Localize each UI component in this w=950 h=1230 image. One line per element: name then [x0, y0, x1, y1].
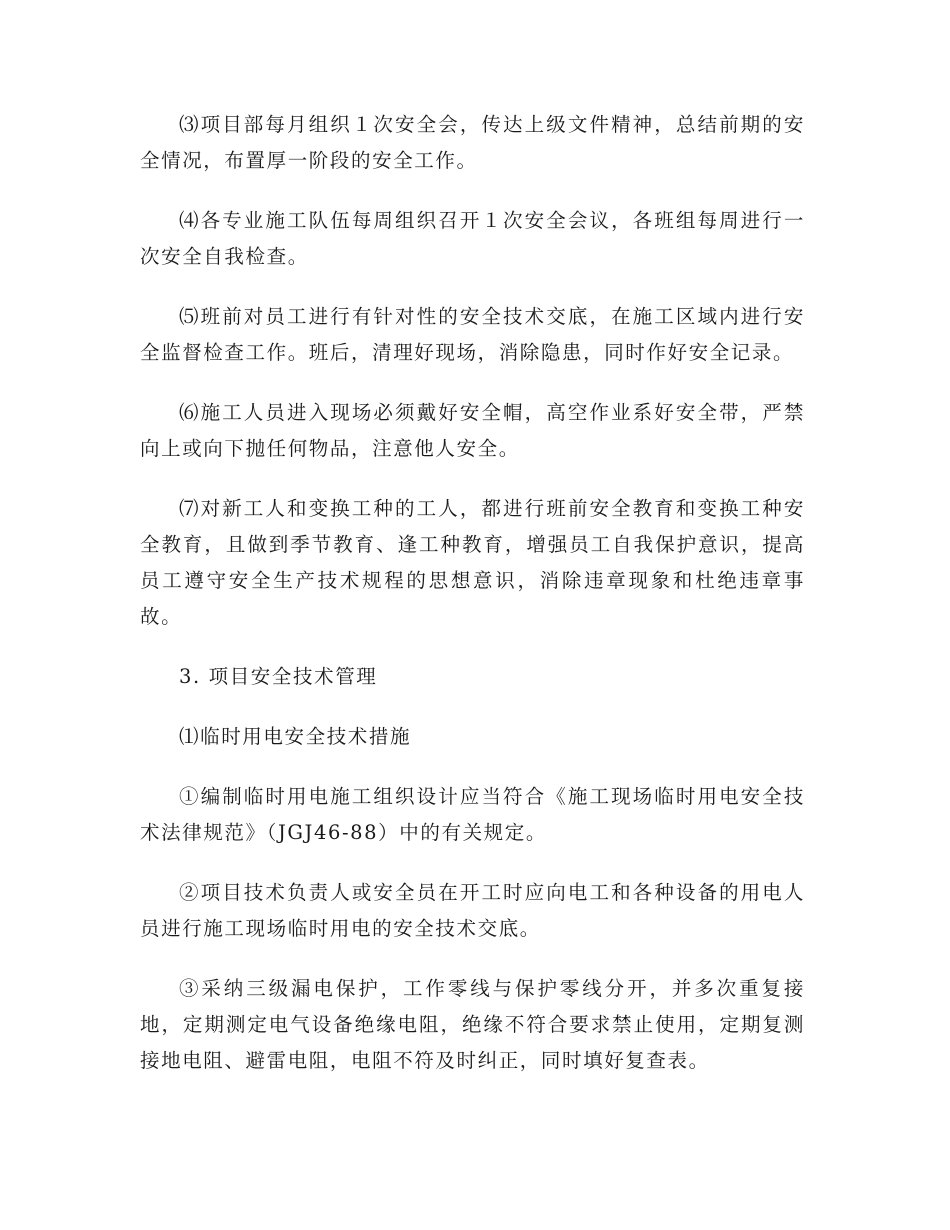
- section-heading: 3. 项目安全技术管理: [179, 665, 378, 688]
- item-1: ①编制临时用电施工组织设计应当符合《施工现场临时用电安全技术法律规范》（JGJ46-88）中的有关规定。: [140, 785, 805, 844]
- paragraph-7: ⑺对新工人和变换工种的工人，都进行班前安全教育和变换工种安全教育，且做到季节教育、逢工种教育，增强员工自我保护意识，提高员工遵守安全生产技术规程的思想意识，消除违章现象和杜绝违章事故。: [140, 497, 805, 628]
- paragraph-5: ⑸班前对员工进行有针对性的安全技术交底，在施工区域内进行安全监督检查工作。班后，清理好现场，消除隐患，同时作好安全记录。: [140, 305, 805, 364]
- paragraph-6: ⑹施工人员进入现场必须戴好安全帽，高空作业系好安全带，严禁向上或向下抛任何物品，注意他人安全。: [140, 401, 805, 460]
- paragraph-3: ⑶项目部每月组织１次安全会，传达上级文件精神，总结前期的安全情况，布置厚一阶段的安全工作。: [140, 113, 805, 172]
- item-2: ②项目技术负责人或安全员在开工时应向电工和各种设备的用电人员进行施工现场临时用电的安全技术交底。: [140, 881, 805, 940]
- subsection-heading: ⑴临时用电安全技术措施: [179, 725, 412, 748]
- paragraph-4: ⑷各专业施工队伍每周组织召开１次安全会议，各班组每周进行一次安全自我检查。: [140, 209, 805, 268]
- item-3: ③采纳三级漏电保护，工作零线与保护零线分开，并多次重复接地，定期测定电气设备绝缘电阻，绝缘不符合要求禁止使用，定期复测接地电阻、避雷电阻，电阻不符及时纠正，同时填好复查表。: [140, 977, 805, 1072]
- document-body: [140, 107, 805, 1103]
